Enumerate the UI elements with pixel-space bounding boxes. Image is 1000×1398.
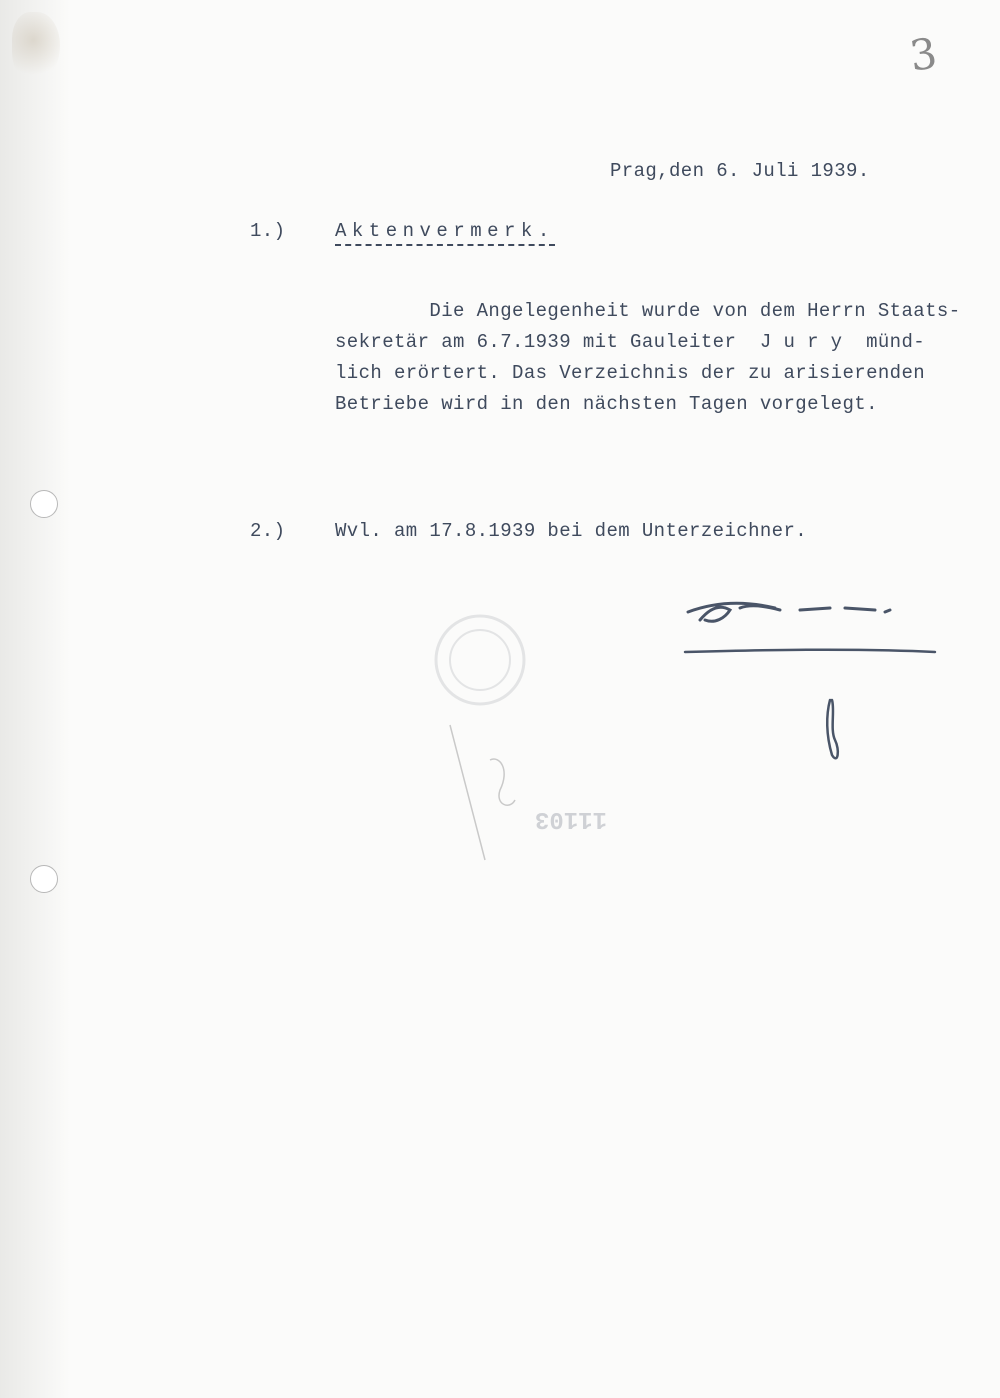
pencil-mark: [440, 720, 530, 870]
faint-round-stamp: [430, 610, 530, 710]
item-2-number: 2.): [250, 520, 286, 542]
item-1-line-1: Die Angelegenheit wurde von dem Herrn Staats-: [335, 300, 961, 322]
punch-hole-top: [30, 490, 58, 518]
date-line: Prag,den 6. Juli 1939.: [610, 160, 870, 182]
handwritten-signature: [680, 590, 950, 780]
page-number: 3: [906, 28, 941, 81]
paper-edge-shadow: [0, 0, 70, 1398]
item-1-number: 1.): [250, 220, 286, 242]
stamp-number: 11103: [535, 805, 608, 832]
item-1-heading: Aktenvermerk.: [335, 220, 555, 246]
item-1-line-2: sekretär am 6.7.1939 mit Gauleiter J u r y münd-: [335, 331, 926, 353]
punch-hole-bottom: [30, 865, 58, 893]
item-2-text: Wvl. am 17.8.1939 bei dem Unterzeichner.: [335, 520, 808, 542]
item-1-line-4: Betriebe wird in den nächsten Tagen vorgelegt.: [335, 393, 878, 415]
item-1-line-3: lich erörtert. Das Verzeichnis der zu arisierenden: [335, 362, 926, 384]
